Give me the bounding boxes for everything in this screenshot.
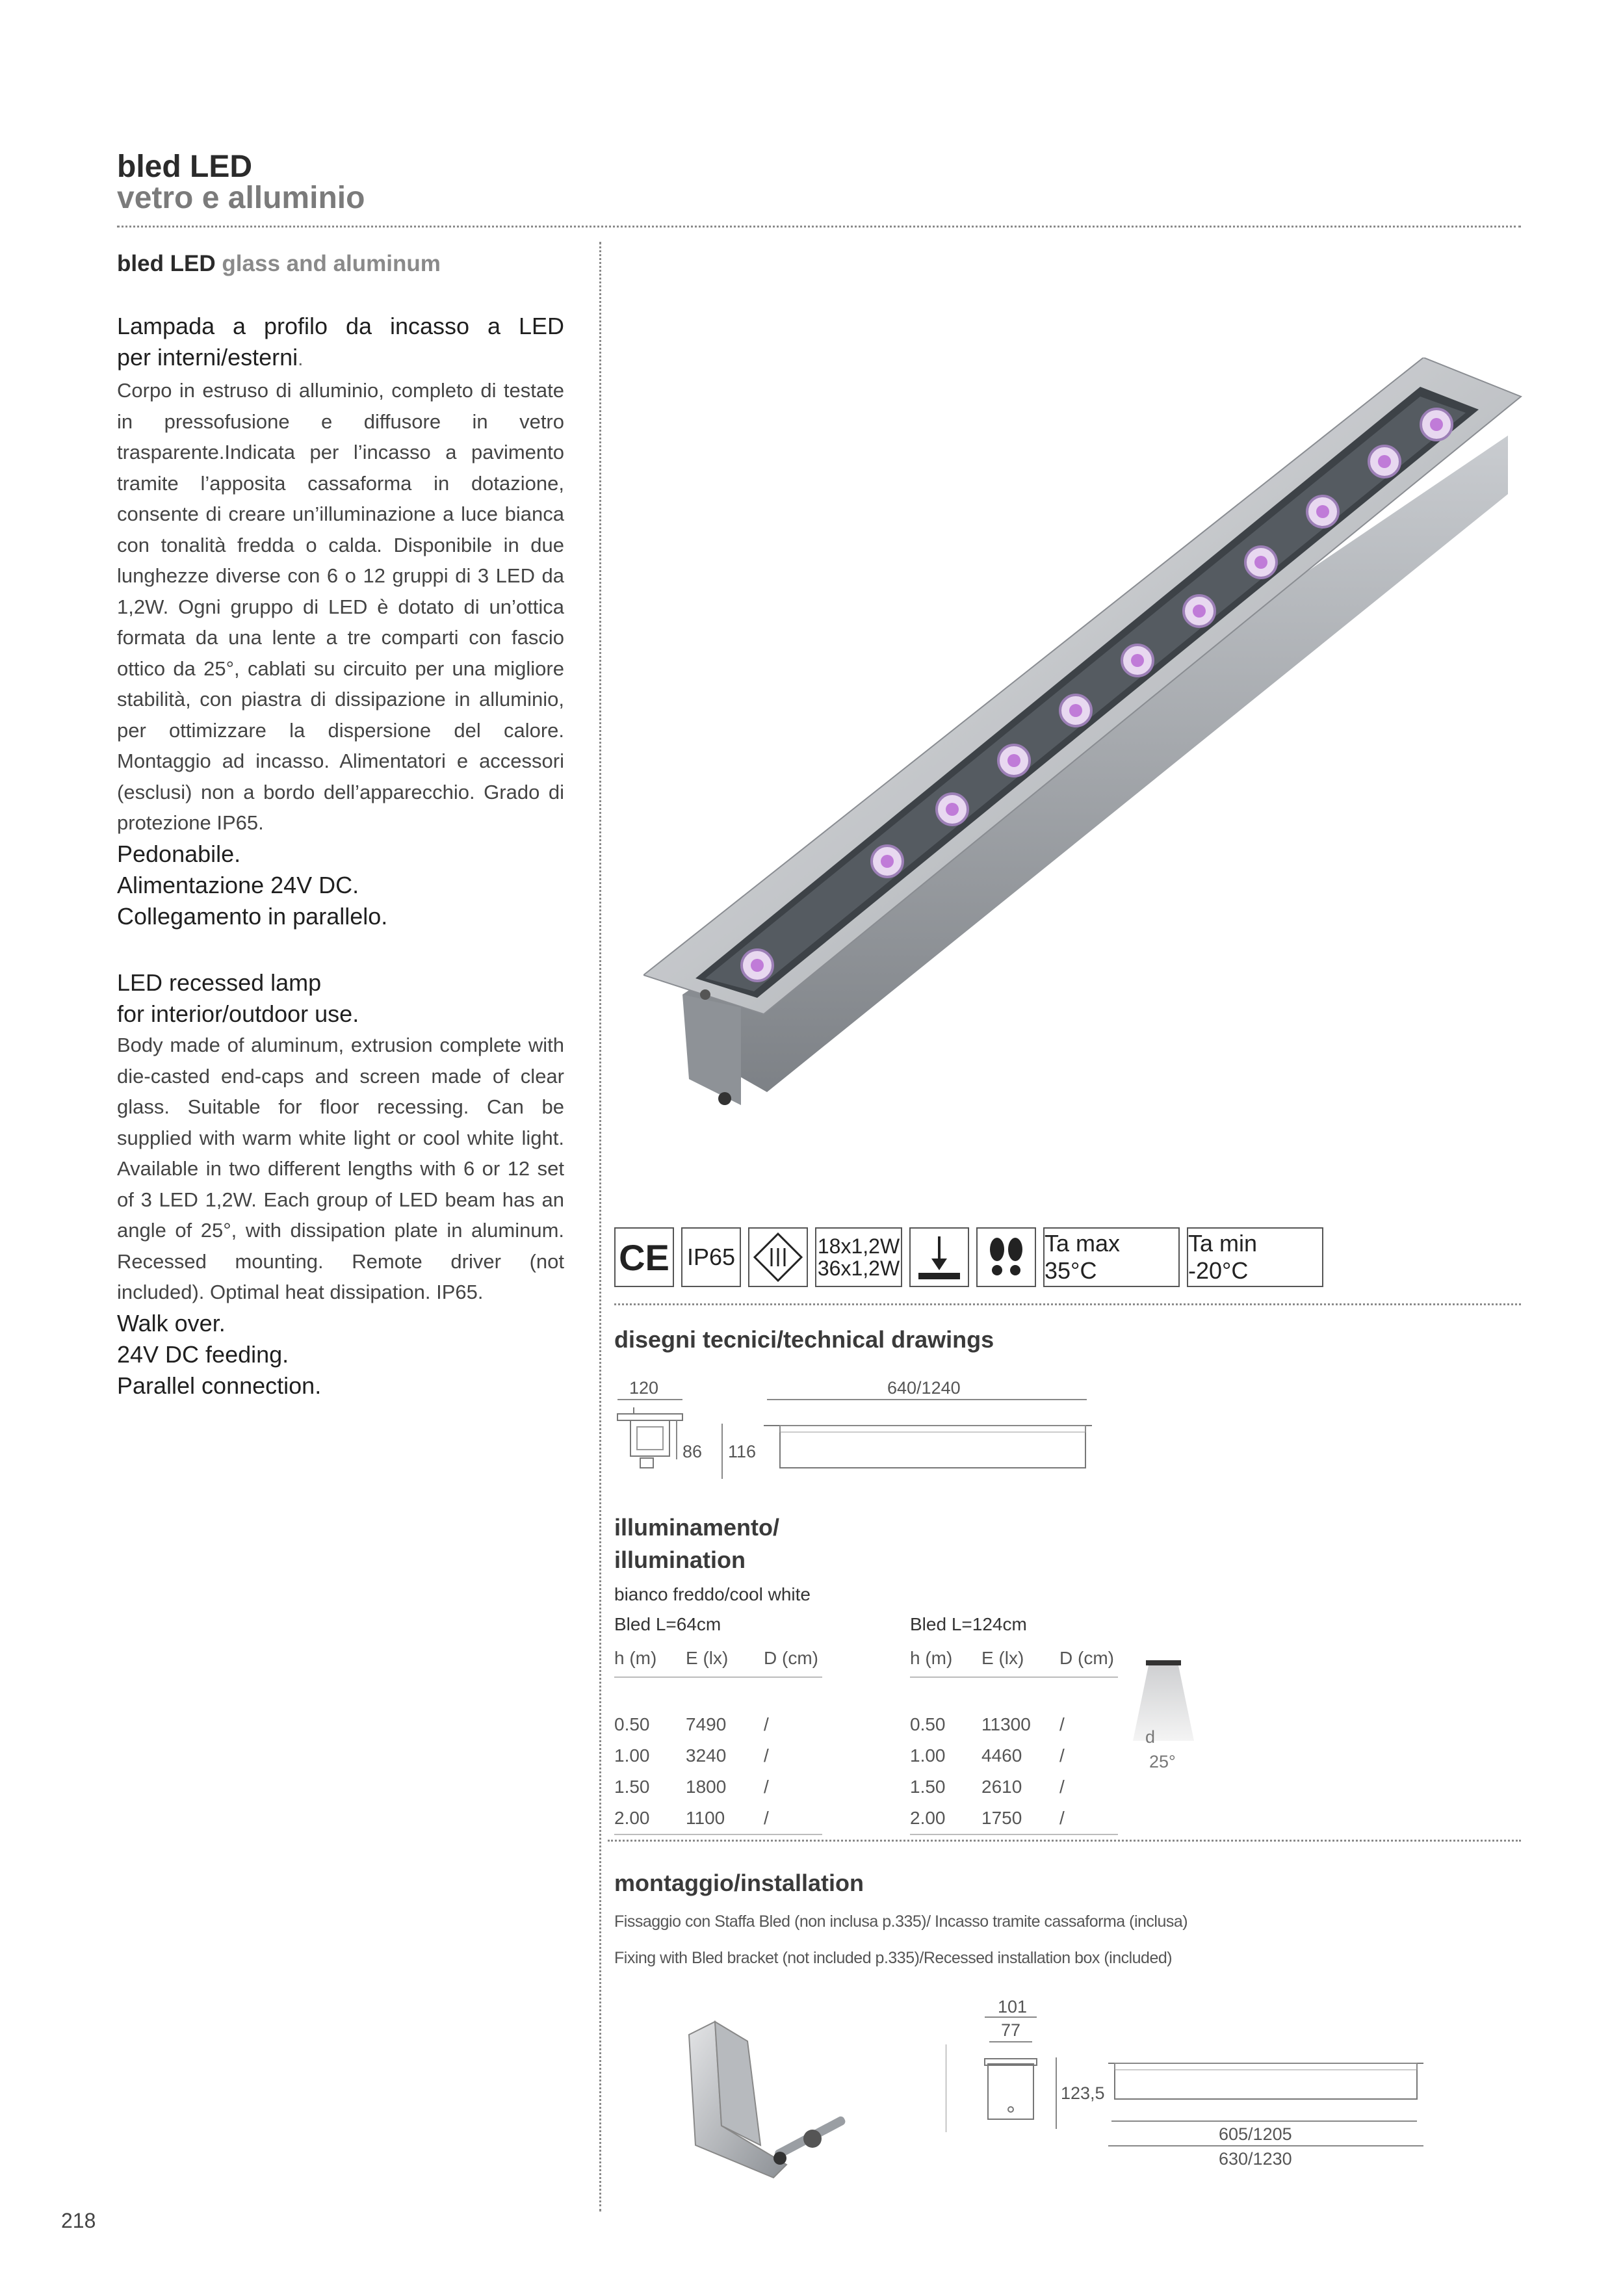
english-body: Body made of aluminum, extrusion complete with die-casted end-caps and screen made of clear glass. Suitable for floor recessing. Can be supplied with warm white light or cool white light. Available in two different lengths with 6 or 12 set of 3 LED 1,2W. Each group of LED beam has an angle of 25°, with dissipation plate in aluminum. Recessed mounting. Remote driver (not included). Optimal heat dissipation. IP65.	[117, 1034, 564, 1303]
table-row: 1.50 1800 /	[614, 1777, 769, 1797]
dim-inner-line	[989, 2041, 1032, 2042]
english-feature-1: Walk over.	[117, 1309, 226, 1337]
ta-max-badge: Ta max 35°C	[1043, 1227, 1180, 1287]
dim-h1-line	[676, 1420, 677, 1459]
illumination-table-right	[910, 1614, 1118, 1835]
cross-section-drawing	[614, 1407, 692, 1485]
english-lead-2: for interior/outdoor use.	[117, 1000, 359, 1027]
dim-len1-line	[1111, 2120, 1417, 2122]
installation-text-en: Fixing with Bled bracket (not included p.335)/Recessed installation box (included)	[614, 1949, 1173, 1967]
recessed-icon	[909, 1227, 969, 1287]
col-diameter: D (cm)	[764, 1648, 818, 1668]
illumination-heading: illuminamento/ illumination	[614, 1514, 780, 1573]
table-right-title: Bled L=124cm	[910, 1614, 1027, 1634]
box-side-drawing	[1108, 2059, 1427, 2105]
dim-outer-line	[985, 2016, 1037, 2018]
dim-h2-line	[721, 1424, 723, 1479]
english-lead-1: LED recessed lamp	[117, 969, 322, 996]
table-row: 2.00 1750 /	[910, 1803, 1118, 1834]
table-row: 1.00 4460 /	[910, 1745, 1065, 1766]
page-subtitle: vetro e alluminio	[117, 181, 365, 215]
table-left-title: Bled L=64cm	[614, 1614, 721, 1634]
dim-inner: 77	[1001, 2020, 1021, 2040]
italian-body: Corpo in estruso di alluminio, completo di testate in pressofusione e diffusore in vetro trasparente.Indicata per l’incasso a pavimento tramite l’apposita cassaforma in dotazione, consente di creare un’illuminazione a luce bianca con tonalità fredda o calda. Disponibile in due lunghezze diverse con 6 o 12 gruppi di 3 LED da 1,2W. Ogni gruppo di LED è dotato di un’ottica formata da una lente a tre comparti con fascio ottico da 25°, cablati su circuito per una migliore stabilità, con piastra di dissipazione in alluminio, per ottimizzare la dispersione del calore. Montaggio ad incasso. Alimentatori e accessori (esclusi) non a bordo dell’apparecchio. Grado di protezione IP65.	[117, 379, 564, 834]
column-divider	[599, 242, 601, 2211]
illumination-subheading: bianco freddo/cool white	[614, 1584, 811, 1604]
dim-length-line	[767, 1399, 1087, 1400]
english-description	[117, 967, 564, 1402]
dim-len1: 605/1205	[1219, 2124, 1292, 2144]
beam-cone-icon	[1121, 1656, 1206, 1754]
italian-description	[117, 311, 564, 932]
illumination-divider	[608, 1840, 1521, 1842]
power-badge: 18x1,2W 36x1,2W	[815, 1227, 902, 1287]
italian-feature-1: Pedonabile.	[117, 840, 241, 867]
col-illuminance: E (lx)	[686, 1648, 729, 1668]
dim-length: 640/1240	[887, 1378, 961, 1398]
dim-width-line	[617, 1399, 682, 1400]
page-title: bled LED	[117, 150, 253, 184]
dim-h1: 86	[682, 1442, 703, 1461]
installation-text-it: Fissaggio con Staffa Bled (non inclusa p.335)/ Incasso tramite cassaforma (inclusa)	[614, 1912, 1188, 1931]
italian-feature-2: Alimentazione 24V DC.	[117, 871, 359, 898]
italian-feature-3: Collegamento in parallelo.	[117, 902, 388, 930]
col-height: h (m)	[910, 1648, 953, 1668]
table-row: 1.50 2610 /	[910, 1777, 1065, 1797]
col-diameter: D (cm)	[1059, 1648, 1114, 1668]
italian-lead-2: per interni/esterni.	[117, 344, 304, 371]
product-subtitle: bled LED glass and aluminum	[117, 251, 441, 276]
dim-width: 120	[629, 1378, 659, 1398]
table-row: 2.00 1100 /	[614, 1803, 822, 1834]
english-feature-3: Parallel connection.	[117, 1372, 322, 1399]
dim-height: 123,5	[1061, 2083, 1105, 2103]
table-row: 1.00 3240 /	[614, 1745, 769, 1766]
page-number: 218	[61, 2209, 96, 2232]
illumination-table-left	[614, 1614, 822, 1835]
col-illuminance: E (lx)	[981, 1648, 1024, 1668]
table-row: 0.50 11300 /	[910, 1714, 1065, 1734]
installation-heading: montaggio/installation	[614, 1870, 864, 1896]
class-iii-icon	[748, 1227, 808, 1287]
bracket-image	[676, 2015, 871, 2197]
product-image	[643, 358, 1534, 1125]
certification-badges	[614, 1227, 1342, 1287]
title-divider	[117, 226, 1521, 228]
dim-len2: 630/1230	[1219, 2149, 1292, 2169]
walk-over-icon	[976, 1227, 1036, 1287]
dim-h2: 116	[728, 1442, 757, 1461]
ta-min-badge: Ta min -20°C	[1187, 1227, 1323, 1287]
side-view-drawing	[764, 1420, 1095, 1472]
table-row: 0.50 7490 /	[614, 1714, 769, 1734]
box-section-drawing	[946, 2044, 1063, 2135]
col-height: h (m)	[614, 1648, 657, 1668]
italian-lead-1: Lampada a profilo da incasso a LED	[117, 313, 564, 339]
beam-diameter-label: d	[1145, 1727, 1156, 1747]
badges-divider	[614, 1303, 1521, 1305]
beam-angle-label: 25°	[1149, 1752, 1176, 1771]
technical-heading: disegni tecnici/technical drawings	[614, 1326, 994, 1353]
dim-len2-line	[1108, 2145, 1423, 2146]
dim-outer: 101	[998, 1997, 1028, 2016]
ce-mark-icon: CE	[614, 1227, 674, 1287]
ip-rating-badge: IP65	[681, 1227, 741, 1287]
english-feature-2: 24V DC feeding.	[117, 1340, 289, 1368]
